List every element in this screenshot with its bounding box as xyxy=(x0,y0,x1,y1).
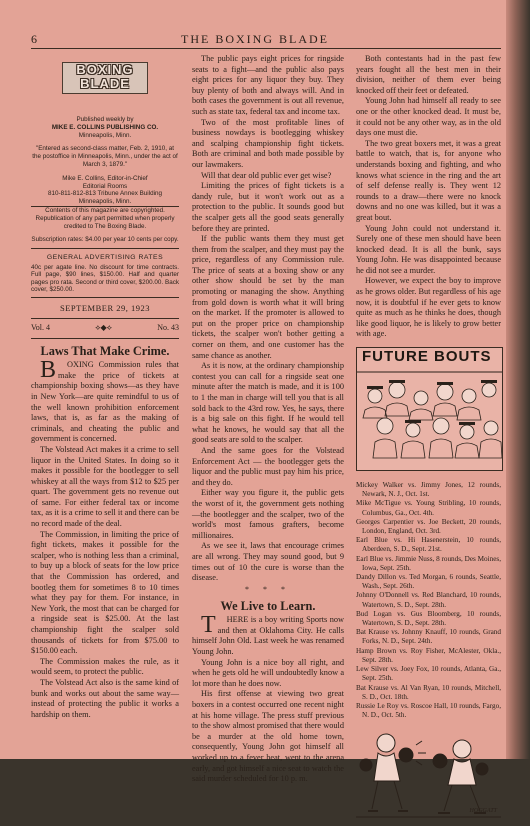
volume-line xyxy=(31,323,179,334)
bout-item: Bat Krause vs. Johnny Knauff, 10 rounds, Grand Forks, N. D., Sept. 24th. xyxy=(356,628,501,646)
section-separator: * * * xyxy=(245,584,291,594)
future-bouts-cartoon xyxy=(356,347,503,471)
bout-item: Johnny O'Donnell vs. Red Blanchard, 10 rounds, Watertown, S. D., Sept. 28th. xyxy=(356,591,501,609)
bout-item: Lew Silver vs. Joey Fox, 10 rounds, Atlanta, Ga., Sept. 25th. xyxy=(356,665,501,683)
article-1-para: If the public wants them they must get them from the scalper, and they must pay the price, regardless of any Commission rule. The price of seats at a boxing show or any other show should be set by the man promoting or managing the show. Anything from gold down is worth what it will bring on the market. If the promoter is allowed to put on the proper price on championship tickets, the scalper won't bother getting a corner on them, and one customer has the same chance as another. xyxy=(192,234,344,360)
column-1 xyxy=(31,54,179,720)
published-line: Published weekly by xyxy=(76,116,134,123)
bout-item: Russie Le Roy vs. Roscoe Hall, 10 rounds, Fargo, N. D., Oct. 5th. xyxy=(356,701,501,720)
article-2-para: Young John could not understand it. Surely one of these men should have been knocked dead. It is all the bunk, says Young John. He was disappointed because he did not see a murder. xyxy=(356,223,501,275)
issue-number: No. 43 xyxy=(157,322,179,332)
ornament-icon: ⟡◆⟡ xyxy=(95,322,112,332)
bout-item: Bud Logan vs. Gus Bloomberg, 10 rounds, Watertown, S. D., Sept. 28th. xyxy=(356,609,501,628)
page-binding-edge xyxy=(506,0,530,759)
crowd-illustration xyxy=(357,348,502,470)
article-1-para: Limiting the prices of fight tickets is a dandy rule, but it won't work out as a protection to the public. It sounds good but the scalper gets all the good seats generally before they are printed. xyxy=(192,181,344,233)
rooms-city: Minneapolis, Minn. xyxy=(78,198,132,206)
column-3 xyxy=(356,54,501,822)
article-1-para: The Volstead Act also is the same kind of bunk and works out about the same way—instead of protecting the public it works a hardship on them. xyxy=(31,677,179,719)
article-1-para: The Commission, in limiting the price of fight tickets, makes it possible for the scalper, who is nothing less than a criminal, to buy up a block of seats for the low price that the Commission has ordered, and bootleg them for sometimes 8 to 10 times what they pay for them. For instance, in New York, the most that can be charged for a ringside seat is $25.00. At the last championship fight the scalper sold thousands of tickets for from $75.00 to $150.00 each. xyxy=(31,529,179,656)
publisher: MIKE E. COLLINS PUBLISHING CO. xyxy=(51,123,159,131)
ad-rates-heading: GENERAL ADVERTISING RATES xyxy=(46,254,164,262)
article-1-para: Two of the most profitable lines of business nowdays is bootlegging whiskey and scalping championship fight tickets. Both are criminal and both made possible by our lawmakers. xyxy=(192,117,344,169)
rooms-label: Editorial Rooms xyxy=(82,182,128,190)
bout-item: Hamp Brown vs. Roy Fisher, McAlester, Okla., Sept. 28th. xyxy=(356,646,501,664)
cartoonist-signature: HOGGATT xyxy=(469,807,497,814)
article-1-para: Will that dear old public ever get wise? xyxy=(201,170,332,180)
boxing-blade-logo: BOXING BLADE xyxy=(62,62,148,94)
rooms-address: 810-811-812-813 Tribune Annex Building xyxy=(47,190,162,198)
article-2-para: His first offense at viewing two great boxers in a contest occurred one recent night at his home village. The press stuff previous to the show almost promised that there would be a murder at the old home town, consequently, Young John got himself all worked up to a fever heat, went to the arena early, and got himself a nice seat to watch the said murder scheduled for 10 p. m. xyxy=(192,689,344,784)
article-1-para: As it is now, at the ordinary championship contest you can call for a ringside seat one minute after the match is made, and it is 100 to 1 the man in charge will tell you that is all sold back to the 43rd row. Yes, he says, there is a big sale on this fight. If he would tell what he knows, he would say that all the good seats are sold to the scalper. xyxy=(192,361,344,445)
article-2-para: The two great boxers met, it was a great battle to watch, that is, for anyone who understands boxing and fighting, and who knows what science in the ring and the art of self defense really is. They went 12 rounds to a draw—there were no knock downs and no one was killed, but it was a great bout. xyxy=(356,138,501,222)
issue-date: SEPTEMBER 29, 1923 xyxy=(60,303,150,314)
header-rule xyxy=(31,48,501,49)
bout-item: Georges Carpentier vs. Joe Beckett, 20 rounds, London, England, Oct. 3rd. xyxy=(356,517,501,536)
article-1-para: The Commission makes the rule, as it would seem, to protect the public. xyxy=(31,656,179,677)
article-2-para: Young John had himself all ready to see one or the other knocked dead. It must be, it could not be any other way, as in the old days one must die. xyxy=(356,96,501,138)
article-1-para: The public pays eight prices for ringside seats to a fight—and the public also pays eight prices for any liquor they buy. They buy plenty of both and always will. And in both cases the government is out all revenue, such as state tax, federal tax and income tax. xyxy=(192,54,344,116)
bout-item: Bat Krause vs. Al Van Ryan, 10 rounds, Mitchell, S. D., Oct. 18th. xyxy=(356,683,501,701)
bout-item: Earl Blue vs. Jimmie Nuss, 8 rounds, Des Moines, Iowa, Sept. 25th. xyxy=(356,554,501,572)
article-1-para: The Volstead Act makes it a crime to sell liquor in the United States. In doing so it makes it possible for the bootlegger to sell whiskey at all the ways from $12 to $25 per quart. The government gets no revenue out of same. For either federal tax or income tax, as it is a crime to sell it and there can be no record made of the deal. xyxy=(31,444,179,529)
entry-notice: "Entered as second-class matter, Feb. 2, 1910, at the postoffice in Minneapolis, Minn., under the act of March 3, 1879." xyxy=(32,145,178,168)
bout-list xyxy=(356,481,501,720)
masthead xyxy=(31,116,179,244)
future-bouts-title: FUTURE BOUTS xyxy=(362,348,492,366)
boxers-cartoon xyxy=(356,725,501,822)
publisher-city: Minneapolis, Minn. xyxy=(78,131,132,139)
subscription-rates: Subscription rates: $4.00 per year 10 cents per copy. xyxy=(31,236,179,244)
article-2-para: THERE is a boy writing Sports now and then at Oklahoma City. He calls himself John Old. Last week he was renamed Young John. xyxy=(192,612,344,657)
article-1-para: Either way you figure it, the public gets the worst of it, the government gets nothing—the bootlegger and the scalper, two of the world's most famous grafters, become millionaires. xyxy=(192,488,344,540)
article-1-para: As we see it, laws that encourage crimes are all wrong. They may sound good, but 9 times out of 10 the cure is worse than the disease. xyxy=(192,541,344,583)
bout-item: Dandy Dillon vs. Ted Morgan, 6 rounds, Seattle, Wash., Sept. 26th. xyxy=(356,573,501,591)
article-2-para: Young John is a nice boy all right, and when he gets old he will undoubtedly know a lot more than he does now. xyxy=(192,657,344,688)
page-number: 6 xyxy=(31,32,37,46)
article-1-title: Laws That Make Crime. xyxy=(40,343,170,358)
bout-item: Earl Blue vs. Hi Hasenerstein, 10 rounds, Aberdeen, S. D., Sept. 21st. xyxy=(356,536,501,554)
bout-item: Mike McTigue vs. Young Stribling, 10 rounds, Columbus, Ga., Oct. 4th. xyxy=(356,499,501,517)
ad-rates-text: 40c per agate line. No discount for time contracts. Full page, $90 lines, $150.00. Half and quarter pages pro rata. Second or third cover, $200.00. Back cover, $250.00. xyxy=(31,263,179,293)
article-1-para: And the same goes for the Volstead Enforcement Act — the bootlegger gets the liquor and the public must pay him his price, and they do. xyxy=(192,445,344,487)
article-1-para: BOXING Commission rules that make the price of tickets at championship boxing shows—as they have in New York—are quite remindful to us of the well known prohibition enforcement laws, that is, as far as the making of criminals, and cheating the public and government is concerned. xyxy=(31,357,179,444)
volume: Vol. 4 xyxy=(31,322,50,332)
article-2-para: Both contestants had in the past few years fought all the best men in their division, neither of them ever being knocked off their feet or defeated. xyxy=(356,54,501,95)
column-2 xyxy=(192,54,344,785)
article-2-title: We Live to Learn. xyxy=(220,598,316,613)
editor-line: Mike E. Collins, Editor-in-Chief xyxy=(62,174,148,182)
bout-item: Mickey Walker vs. Jimmy Jones, 12 rounds, Newark, N. J., Oct. 1st. xyxy=(356,481,501,499)
running-head: THE BOXING BLADE xyxy=(181,32,329,46)
copyright-notice: Contents of this magazine are copyrighted. Republication of any part permitted when properly credited to The Boxing Blade. xyxy=(35,206,175,230)
article-2-para: However, we expect the boy to improve as he grows older. But regardless of his age now, it is doubtful if he ever gets to know quite as much as he thinks he does, though like good liquor, he is likely to grow better with age. xyxy=(356,276,501,339)
